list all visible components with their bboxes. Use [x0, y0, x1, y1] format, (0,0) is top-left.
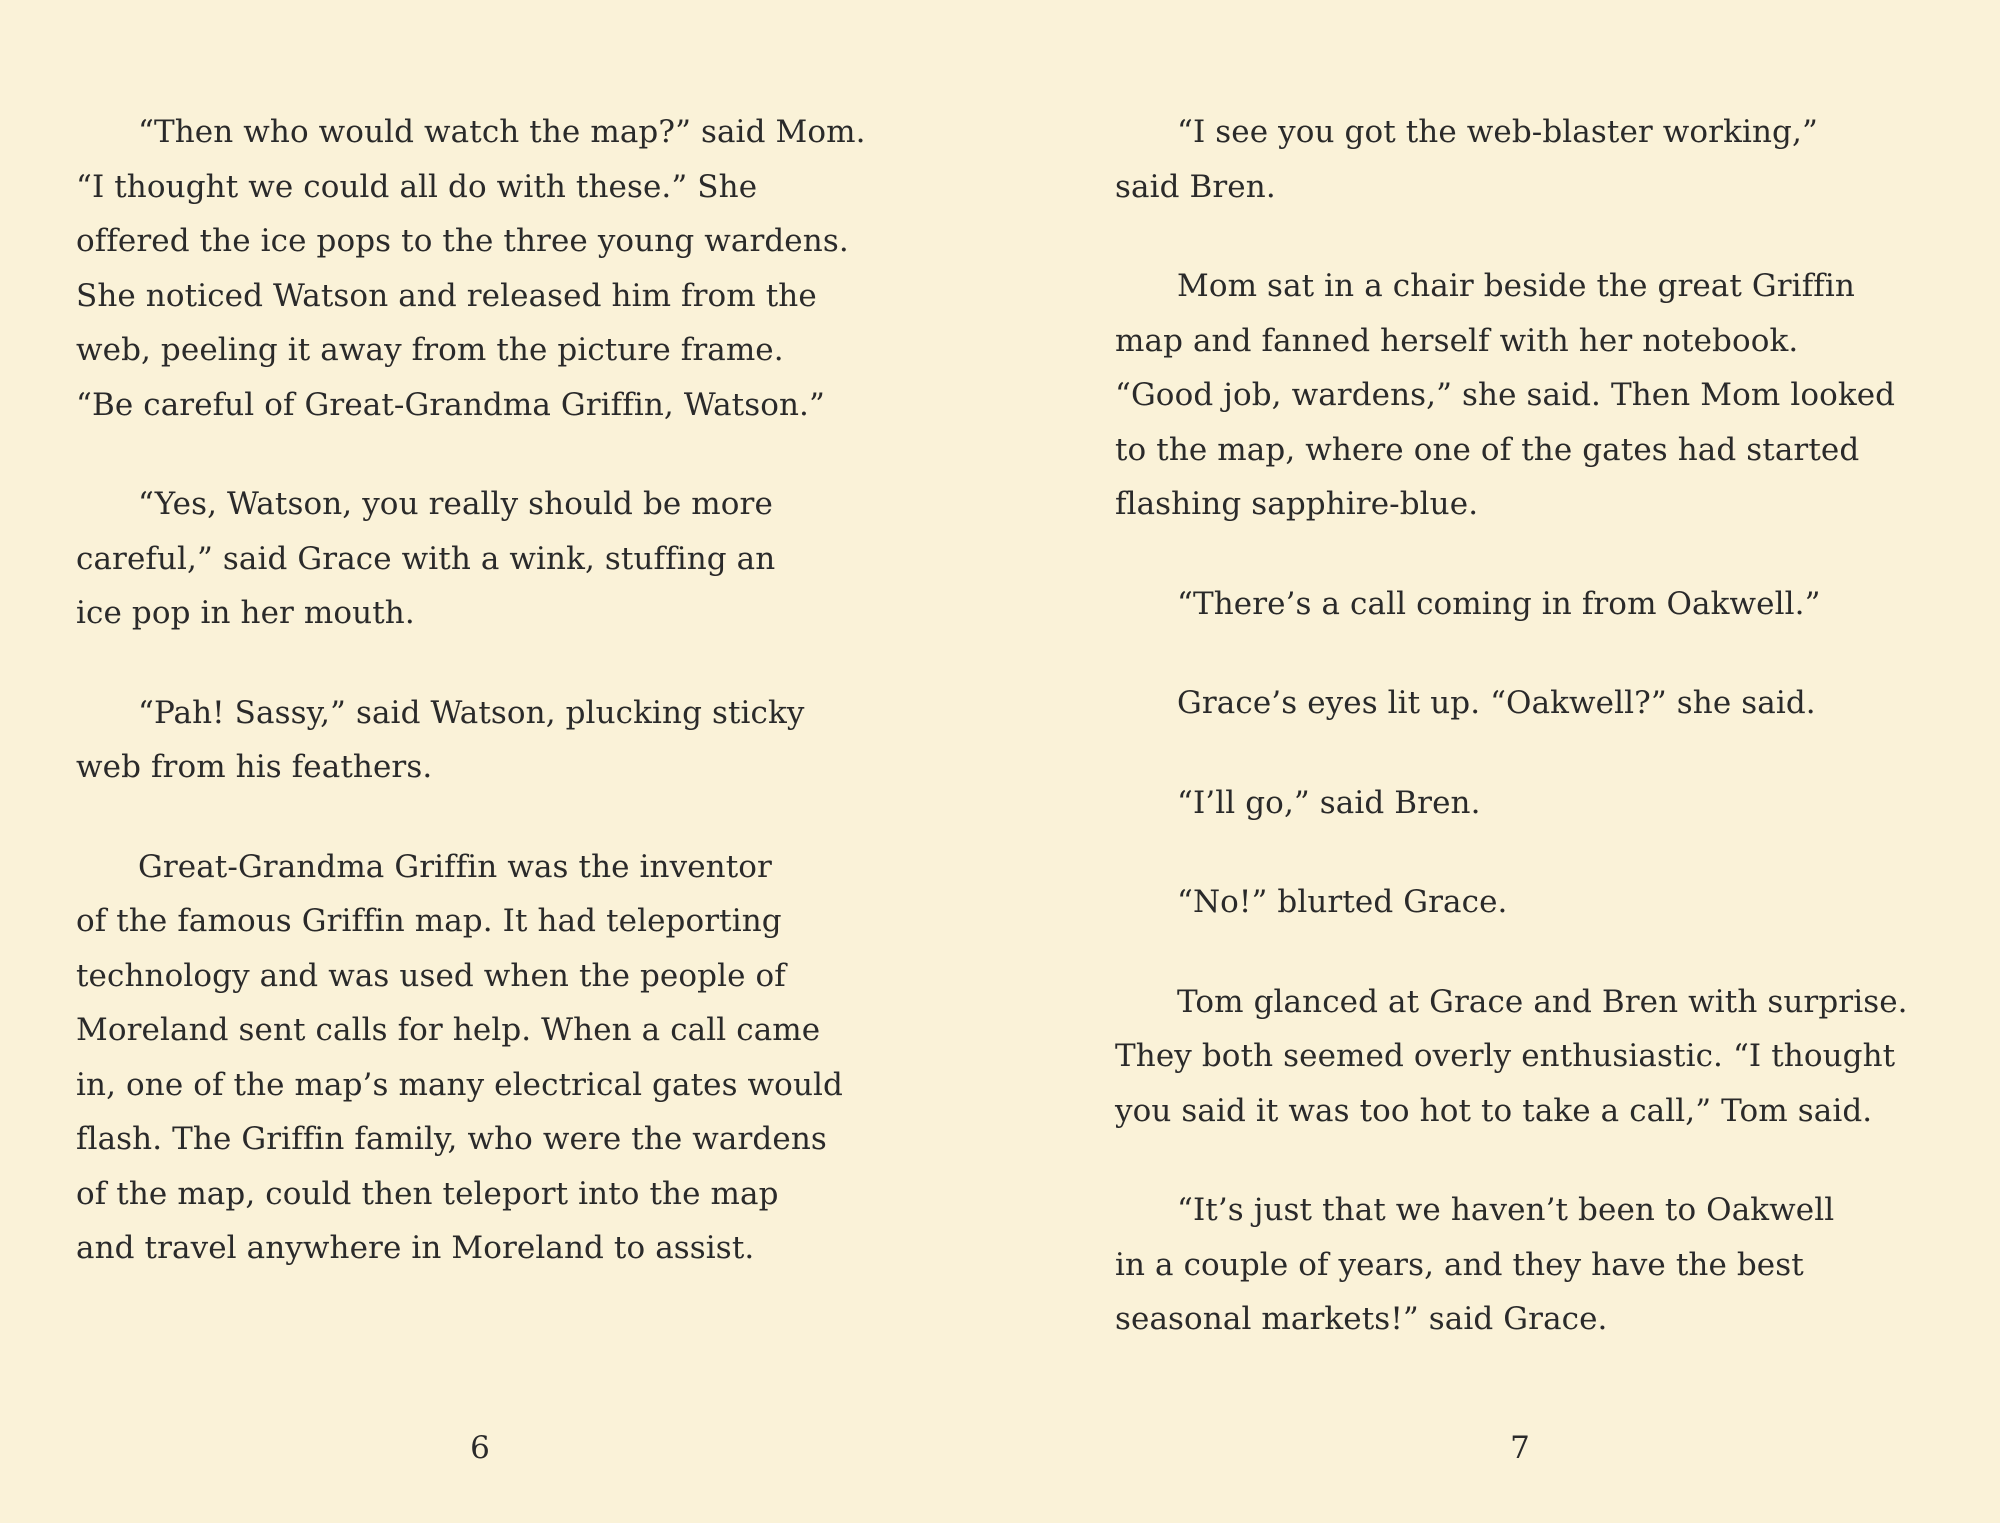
text-line: web, peeling it away from the picture frame. — [76, 332, 784, 368]
text-line: Great-Grandma Griffin was the inventor — [138, 848, 772, 885]
paragraph — [1115, 776, 1945, 831]
paragraph — [1115, 577, 1945, 632]
paragraph — [1115, 1183, 1945, 1347]
text-line: “Be careful of Great-Grandma Griffin, Watson.” — [76, 386, 825, 423]
text-line: She noticed Watson and released him from the — [76, 277, 817, 314]
text-line: flashing sapphire-blue. — [1115, 486, 1479, 522]
text-line: “Yes, Watson, you really should be more — [138, 486, 773, 522]
text-line: “No!” blurted Grace. — [1177, 884, 1508, 920]
text-line: “Pah! Sassy,” said Watson, plucking sticky — [138, 694, 805, 731]
paragraph — [1115, 259, 1945, 532]
text-line: “Good job, wardens,” she said. Then Mom looked — [1115, 377, 1896, 413]
text-line: in, one of the map’s many electrical gates would — [76, 1066, 843, 1103]
text-line: Moreland sent calls for help. When a call came — [76, 1012, 821, 1048]
text-line: and travel anywhere in Moreland to assist. — [76, 1230, 755, 1266]
left-page — [76, 105, 906, 1425]
text-line: “Then who would watch the map?” said Mom. — [138, 114, 866, 150]
text-line: Tom glanced at Grace and Bren with surprise. — [1177, 983, 1908, 1020]
text-line: seasonal markets!” said Grace. — [1115, 1301, 1608, 1337]
text-line: “I see you got the web-blaster working,” — [1177, 114, 1818, 150]
text-line: Mom sat in a chair beside the great Griffin — [1177, 268, 1855, 304]
text-line: ice pop in her mouth. — [76, 595, 415, 631]
paragraph — [76, 105, 906, 432]
text-line: of the famous Griffin map. It had teleporting — [76, 903, 782, 939]
paragraph — [1115, 875, 1945, 930]
text-line: offered the ice pops to the three young wardens. — [76, 223, 849, 259]
text-line: of the map, could then teleport into the map — [76, 1175, 779, 1212]
paragraph — [76, 686, 906, 795]
text-line: said Bren. — [1115, 168, 1276, 205]
paragraph — [76, 840, 906, 1276]
right-page — [1115, 105, 1945, 1425]
page-number: 6 — [470, 1430, 490, 1466]
text-line: technology and was used when the people of — [76, 957, 786, 994]
paragraph — [1115, 105, 1945, 214]
text-line: map and fanned herself with her notebook. — [1115, 322, 1799, 359]
page-number: 7 — [1510, 1430, 1530, 1466]
text-line: you said it was too hot to take a call,” Tom said. — [1115, 1092, 1873, 1129]
text-line: in a couple of years, and they have the best — [1115, 1246, 1804, 1283]
paragraph — [1115, 975, 1945, 1139]
text-line: “There’s a call coming in from Oakwell.” — [1177, 585, 1821, 622]
text-line: “I thought we could all do with these.” She — [76, 168, 758, 205]
paragraph — [1115, 676, 1945, 731]
text-line: careful,” said Grace with a wink, stuffing an — [76, 540, 776, 577]
text-line: “I’ll go,” said Bren. — [1177, 784, 1481, 821]
text-line: They both seemed overly enthusiastic. “I thought — [1115, 1038, 1896, 1074]
text-line: flash. The Griffin family, who were the wardens — [76, 1121, 827, 1157]
paragraph — [76, 477, 906, 641]
text-line: Grace’s eyes lit up. “Oakwell?” she said. — [1177, 685, 1816, 721]
text-line: to the map, where one of the gates had started — [1115, 431, 1860, 468]
text-line: web from his feathers. — [76, 749, 433, 785]
text-line: “It’s just that we haven’t been to Oakwell — [1177, 1192, 1835, 1228]
